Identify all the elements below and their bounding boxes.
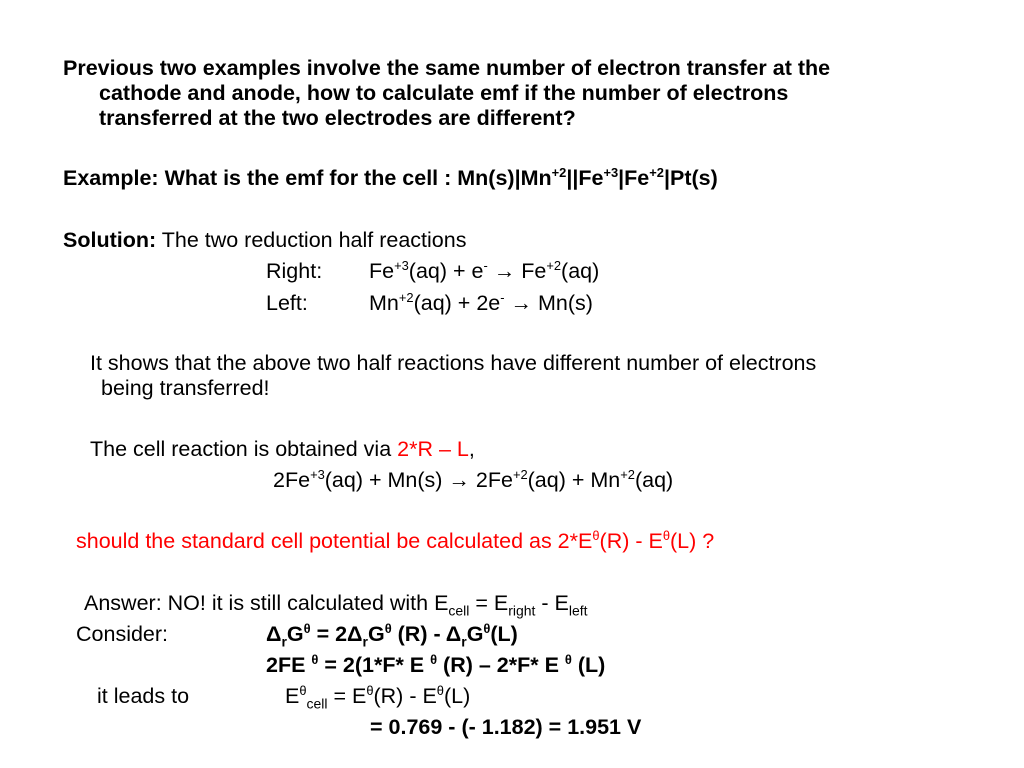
intro-line-3: transferred at the two electrodes are different? xyxy=(99,106,576,130)
example-sup-2: +3 xyxy=(603,164,619,180)
leads-c: (R) - E xyxy=(373,684,437,708)
right-sup-2: - xyxy=(483,257,488,273)
eq1-sub-3: r xyxy=(461,633,467,650)
eq2-c: (R) – 2*F* E xyxy=(437,653,565,677)
answer-sub-3: left xyxy=(568,602,588,619)
consider-eq-1 xyxy=(266,620,518,650)
question-line xyxy=(76,528,714,554)
left-sup-1: +2 xyxy=(398,289,414,305)
answer-part-3: - E xyxy=(535,591,569,615)
cell-reaction-equation xyxy=(273,467,673,493)
eq-sup-2: +2 xyxy=(512,466,528,482)
left-after-1: (aq) + 2e xyxy=(413,291,501,315)
intro-line-1: Previous two examples involve the same number of electron transfer at the xyxy=(63,56,831,80)
shows-line-2: being transferred! xyxy=(101,376,270,400)
example-sup-3: +2 xyxy=(649,164,664,180)
eq2-sup-1: θ xyxy=(311,651,319,667)
answer-sub-1: cell xyxy=(448,602,470,619)
eq-part-3: (aq) + Mn xyxy=(527,468,621,492)
right-after-3: (aq) xyxy=(561,259,600,283)
right-after-2: → Fe xyxy=(487,259,547,283)
eq1-g: (L) xyxy=(490,622,518,646)
eq1-b: G xyxy=(286,622,304,646)
question-part-3: (L) ? xyxy=(670,529,715,553)
eq2-d: (L) xyxy=(571,653,606,677)
left-after-2: → Mn(s) xyxy=(504,291,593,315)
eq-sup-3: +2 xyxy=(620,466,635,482)
solution-text: The two reduction half reactions xyxy=(156,228,467,252)
cell-reaction-prefix: The cell reaction is obtained via xyxy=(90,437,398,461)
example-mid-2: |Fe xyxy=(618,166,650,190)
example-end: |Pt(s) xyxy=(663,166,718,190)
example-mid-1: ||Fe xyxy=(566,166,604,190)
right-species: Fe xyxy=(369,259,395,283)
eq2-sup-2: θ xyxy=(430,651,438,667)
consider-eq-2 xyxy=(266,652,605,678)
eq2-sup-3: θ xyxy=(564,651,572,667)
question-part-2: (R) - E xyxy=(599,529,663,553)
eq1-sup-3: θ xyxy=(483,620,491,636)
answer-sub-2: right xyxy=(508,602,536,619)
right-after-1: (aq) + e xyxy=(408,259,484,283)
leads-equation xyxy=(285,682,471,712)
leads-b: = E xyxy=(327,684,367,708)
leads-sup-2: θ xyxy=(366,682,374,698)
left-label: Left: xyxy=(266,291,308,315)
solution-line xyxy=(63,227,466,253)
leads-a: E xyxy=(285,684,300,708)
eq1-a: Δ xyxy=(266,622,282,646)
eq2-b: = 2(1*F* E xyxy=(318,653,431,677)
answer-line xyxy=(84,590,588,619)
intro-line-2: cathode and anode, how to calculate emf if the number of electrons xyxy=(99,81,789,105)
answer-part-2: = E xyxy=(469,591,509,615)
eq1-f: G xyxy=(466,622,484,646)
example-line xyxy=(63,165,718,191)
right-sup-3: +2 xyxy=(546,257,562,273)
eq1-sub-2: r xyxy=(362,633,368,650)
left-reaction xyxy=(369,290,593,316)
eq-part-1: 2Fe xyxy=(273,468,311,492)
leads-sup-3: θ xyxy=(436,682,444,698)
eq1-sup-2: θ xyxy=(384,620,392,636)
question-sup-1: θ xyxy=(592,527,600,543)
shows-line-1: It shows that the above two half reactions have different number of electrons xyxy=(90,351,817,375)
leads-result: = 0.769 - (- 1.182) = 1.951 V xyxy=(370,715,642,739)
answer-part-1: Answer: NO! it is still calculated with E xyxy=(84,591,449,615)
cell-reaction-line xyxy=(90,436,475,462)
example-prefix: Example: What is the emf for the cell : Mn(s)|Mn xyxy=(63,166,552,190)
example-sup-1: +2 xyxy=(551,164,567,180)
question-sup-2: θ xyxy=(662,527,670,543)
cell-reaction-highlight: 2*R – L xyxy=(397,437,469,461)
left-species: Mn xyxy=(369,291,399,315)
eq-part-2: (aq) + Mn(s) → 2Fe xyxy=(324,468,513,492)
leads-sup-1: θ xyxy=(299,682,307,698)
cell-reaction-suffix: , xyxy=(468,437,475,461)
eq1-d: G xyxy=(367,622,385,646)
leads-label: it leads to xyxy=(97,684,190,708)
eq-part-4: (aq) xyxy=(634,468,674,492)
leads-d: (L) xyxy=(443,684,471,708)
right-label: Right: xyxy=(266,259,323,283)
left-sup-2: - xyxy=(500,289,505,305)
question-part-1: should the standard cell potential be calculated as 2*E xyxy=(76,529,593,553)
leads-sub-1: cell xyxy=(306,695,328,712)
eq1-e: (R) - Δ xyxy=(391,622,462,646)
right-sup-1: +3 xyxy=(394,257,409,273)
eq1-c: = 2Δ xyxy=(310,622,363,646)
consider-label: Consider: xyxy=(76,622,169,646)
eq2-a: 2FE xyxy=(266,653,312,677)
solution-label: Solution: xyxy=(63,228,157,252)
right-reaction xyxy=(369,258,599,284)
eq-sup-1: +3 xyxy=(310,466,325,482)
eq1-sup-1: θ xyxy=(303,620,311,636)
eq1-sub-1: r xyxy=(281,633,287,650)
